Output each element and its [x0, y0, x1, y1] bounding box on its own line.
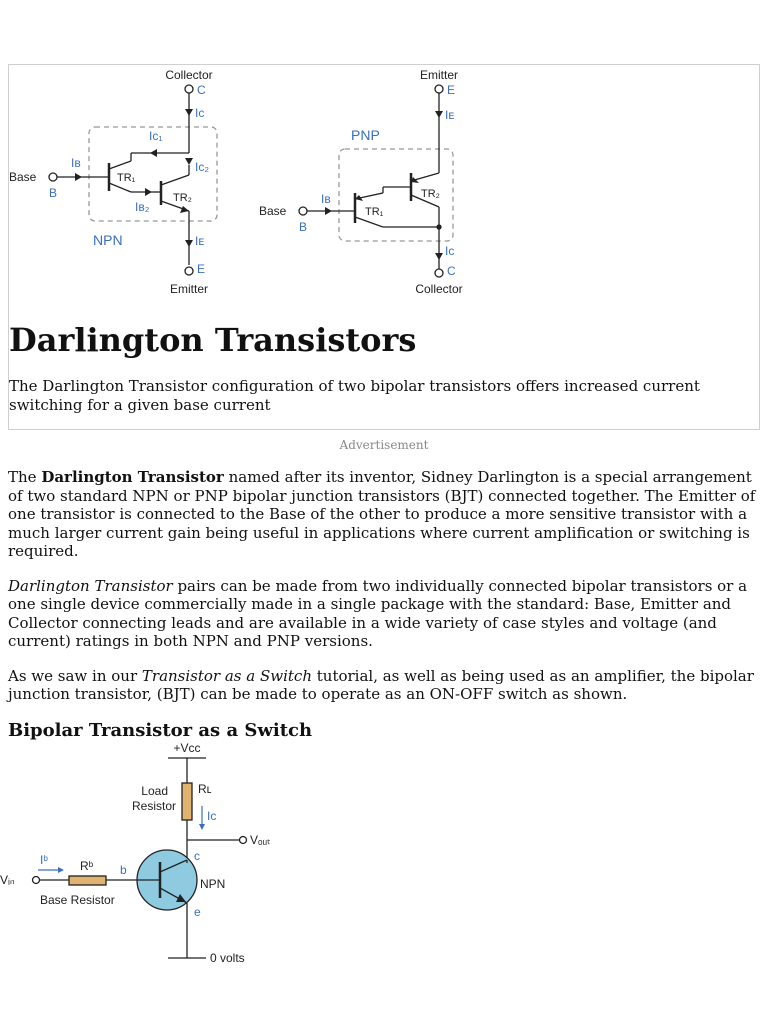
switch-npn-label: NPN: [200, 877, 226, 891]
pnp-collector-pin: C: [447, 264, 456, 278]
npn-ib-label: Iʙ: [71, 156, 81, 170]
paragraph-switch-intro: As we saw in our Transistor as a Switch tutorial, as well as being used as an amplifier, the bipolar junction transistor, (BJT) can be made to operate as an ON-OFF switch as shown.: [8, 666, 754, 703]
npn-base-label: Base: [9, 170, 37, 184]
switch-b-label: b: [120, 863, 127, 877]
npn-ie-label: Iᴇ: [195, 234, 205, 248]
switch-c-label: c: [194, 849, 200, 863]
paragraph-intro: The Darlington Transistor named after its inventor, Sidney Darlington is a special arrangement of two standard NPN or PNP bipolar junction transistors (BJT) connected together. The Emitter of one transistor is connected to the Base of the other to produce a more sensitive transistor with a much larger current gain being useful in applications where current amplification or switching is required.: [8, 468, 756, 560]
switch-base-resistor-label: Base Resistor: [40, 893, 115, 907]
pnp-collector-label: Collector: [415, 282, 463, 296]
article-body: [8, 468, 760, 741]
switch-ib-label: Iᵇ: [40, 853, 48, 867]
npn-ib2-label: Iʙ₂: [135, 200, 150, 214]
switch-e-label: e: [194, 905, 201, 919]
term-darlington-transistor: Darlington Transistor: [41, 468, 224, 486]
transistor-switch-diagram: [0, 738, 300, 978]
switch-ground-label: 0 volts: [210, 951, 245, 965]
switch-rb-label: Rᵇ: [80, 859, 94, 873]
switch-load-label-1: Load: [141, 784, 168, 798]
term-darlington-italic: Darlington Transistor: [8, 576, 173, 595]
pnp-ib-label: Iʙ: [321, 192, 331, 206]
advertisement-label: Advertisement: [339, 438, 429, 452]
pnp-emitter-label: Emitter: [419, 68, 459, 82]
switch-load-label-2: Resistor: [131, 799, 176, 813]
pnp-type-label: PNP: [351, 127, 380, 143]
hero-card: [8, 64, 760, 430]
npn-emitter-pin: E: [197, 262, 206, 276]
pnp-ic-label: Iᴄ: [445, 244, 455, 258]
npn-ic2-label: Iᴄ₂: [195, 160, 209, 174]
page-description: The Darlington Transistor configuration of two bipolar transistors offers increased current switching for a given base current: [9, 377, 700, 414]
link-transistor-as-switch[interactable]: Transistor as a Switch: [141, 666, 312, 685]
npn-type-label: NPN: [93, 232, 123, 248]
page-title: Darlington Transistors: [9, 321, 417, 359]
npn-ic1-label: Iᴄ₁: [149, 129, 163, 143]
switch-rl-label: Rʟ: [198, 782, 212, 796]
npn-ic-label: Iᴄ: [195, 106, 205, 120]
npn-tr1-label: TR₁: [117, 172, 136, 184]
pnp-ie-label: Iᴇ: [445, 108, 455, 122]
section-heading: Bipolar Transistor as a Switch: [8, 719, 313, 741]
paragraph-packaging: Darlington Transistor pairs can be made from two individually connected bipolar transistors or a one single device commercially made in a single package with the standard: Base, Emitter and Collector connecting leads and are available in a wide variety of case styles and voltage (and current) ratings in both NPN and PNP versions.: [8, 576, 748, 650]
npn-emitter-label: Emitter: [169, 282, 209, 296]
pnp-base-label: Base: [259, 204, 287, 218]
switch-vcc-label: +Vcc: [173, 741, 201, 755]
pnp-emitter-pin: E: [447, 83, 456, 97]
switch-vin-label: Vᵢₙ: [0, 873, 15, 887]
pnp-tr1-label: TR₁: [365, 206, 384, 218]
switch-ic-label: Iᴄ: [207, 809, 217, 823]
npn-tr2-label: TR₂: [173, 192, 192, 204]
npn-collector-label: Collector: [165, 68, 213, 82]
npn-base-pin: B: [49, 186, 58, 200]
pnp-darlington-diagram: [299, 83, 456, 277]
pnp-base-pin: B: [299, 220, 308, 234]
npn-collector-pin: C: [197, 83, 206, 97]
darlington-diagram: [9, 65, 761, 315]
switch-vout-label: Vₒᵤₜ: [250, 833, 271, 847]
pnp-tr2-label: TR₂: [421, 188, 440, 200]
